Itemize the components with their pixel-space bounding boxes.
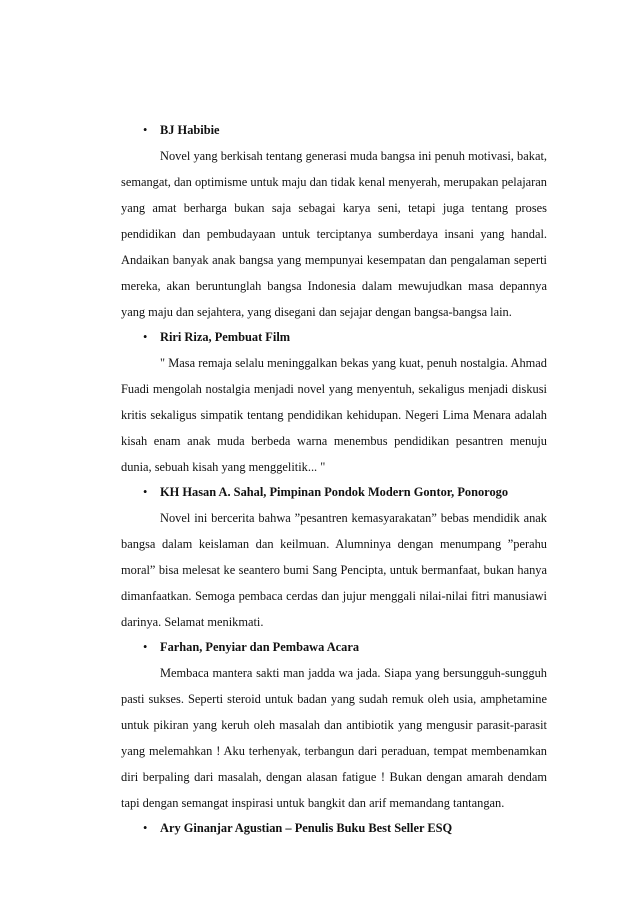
testimonial-riri-riza	[121, 325, 547, 480]
testimonial-author: Farhan, Penyiar dan Pembawa Acara	[160, 640, 360, 654]
bullet-icon: •	[143, 821, 148, 835]
testimonial-text: Novel yang berkisah tentang generasi muda bangsa ini penuh motivasi, bakat, semangat, dan optimisme untuk maju dan tidak kenal menyerah, merupakan pelajaran yang amat berharga bukan saja sebagai karya seni, tetapi juga tentang proses pendidikan dan pembudayaan untuk terciptanya sumberdaya insani yang handal. Andaikan banyak anak bangsa yang mempunyai kesempatan dan pengalaman seperti mereka, akan beruntunglah bangsa Indonesia dalam mewujudkan masa depannya yang maju dan sejahtera, yang disegani dan sejajar dengan bangsa-bangsa lain.	[121, 149, 547, 319]
testimonial-author: BJ Habibie	[160, 123, 220, 137]
testimonial-author: Ary Ginanjar Agustian – Penulis Buku Best Seller ESQ	[160, 821, 453, 835]
testimonial-heading	[121, 118, 547, 143]
testimonial-text: " Masa remaja selalu meninggalkan bekas yang kuat, penuh nostalgia. Ahmad Fuadi mengolah nostalgia menjadi novel yang menyentuh, sekaligus menjadi diskusi kritis sekaligus simpatik tentang pendidikan kehidupan. Negeri Lima Menara adalah kisah enam anak muda berbeda warna menembus pendidikan pesantren menuju dunia, sebuah kisah yang menggelitik... "	[121, 356, 547, 474]
testimonial-farhan	[121, 635, 547, 816]
testimonial-heading	[121, 635, 547, 660]
testimonial-heading	[121, 325, 547, 350]
testimonial-text: Membaca mantera sakti man jadda wa jada. Siapa yang bersungguh-sungguh pasti sukses. Seperti steroid untuk badan yang sudah remuk oleh usia, amphetamine untuk pikiran yang keruh oleh masalah dan antibiotik yang mengusir parasit-parasit yang melemahkan ! Aku terhenyak, terbangun dari peraduan, tempat membenamkan diri berpaling dari masalah, dengan alasan fatigue ! Bukan dengan amarah dendam tapi dengan semangat inspirasi untuk bangkit dan arif memandang tantangan.	[121, 666, 547, 810]
bullet-icon: •	[143, 330, 148, 344]
document-body	[121, 118, 547, 841]
bullet-icon: •	[143, 640, 148, 654]
testimonial-kh-hasan-sahal	[121, 480, 547, 635]
bullet-icon: •	[143, 123, 148, 137]
testimonial-text: Novel ini bercerita bahwa ”pesantren kemasyarakatan” bebas mendidik anak bangsa dalam keislaman dan keilmuan. Alumninya dengan menumpang ”perahu moral” bisa melesat ke seantero bumi Sang Pencipta, untuk bermanfaat, bukan hanya dimanfaatkan. Semoga pembaca cerdas dan jujur menggali nilai-nilai fitri manusiawi darinya. Selamat menikmati.	[121, 511, 547, 629]
testimonial-bj-habibie	[121, 118, 547, 325]
testimonial-heading	[121, 816, 547, 841]
testimonial-author: Riri Riza, Pembuat Film	[160, 330, 291, 344]
testimonial-ary-ginanjar	[121, 816, 547, 841]
testimonial-heading	[121, 480, 547, 505]
testimonial-author: KH Hasan A. Sahal, Pimpinan Pondok Modern Gontor, Ponorogo	[160, 485, 509, 499]
bullet-icon: •	[143, 485, 148, 499]
